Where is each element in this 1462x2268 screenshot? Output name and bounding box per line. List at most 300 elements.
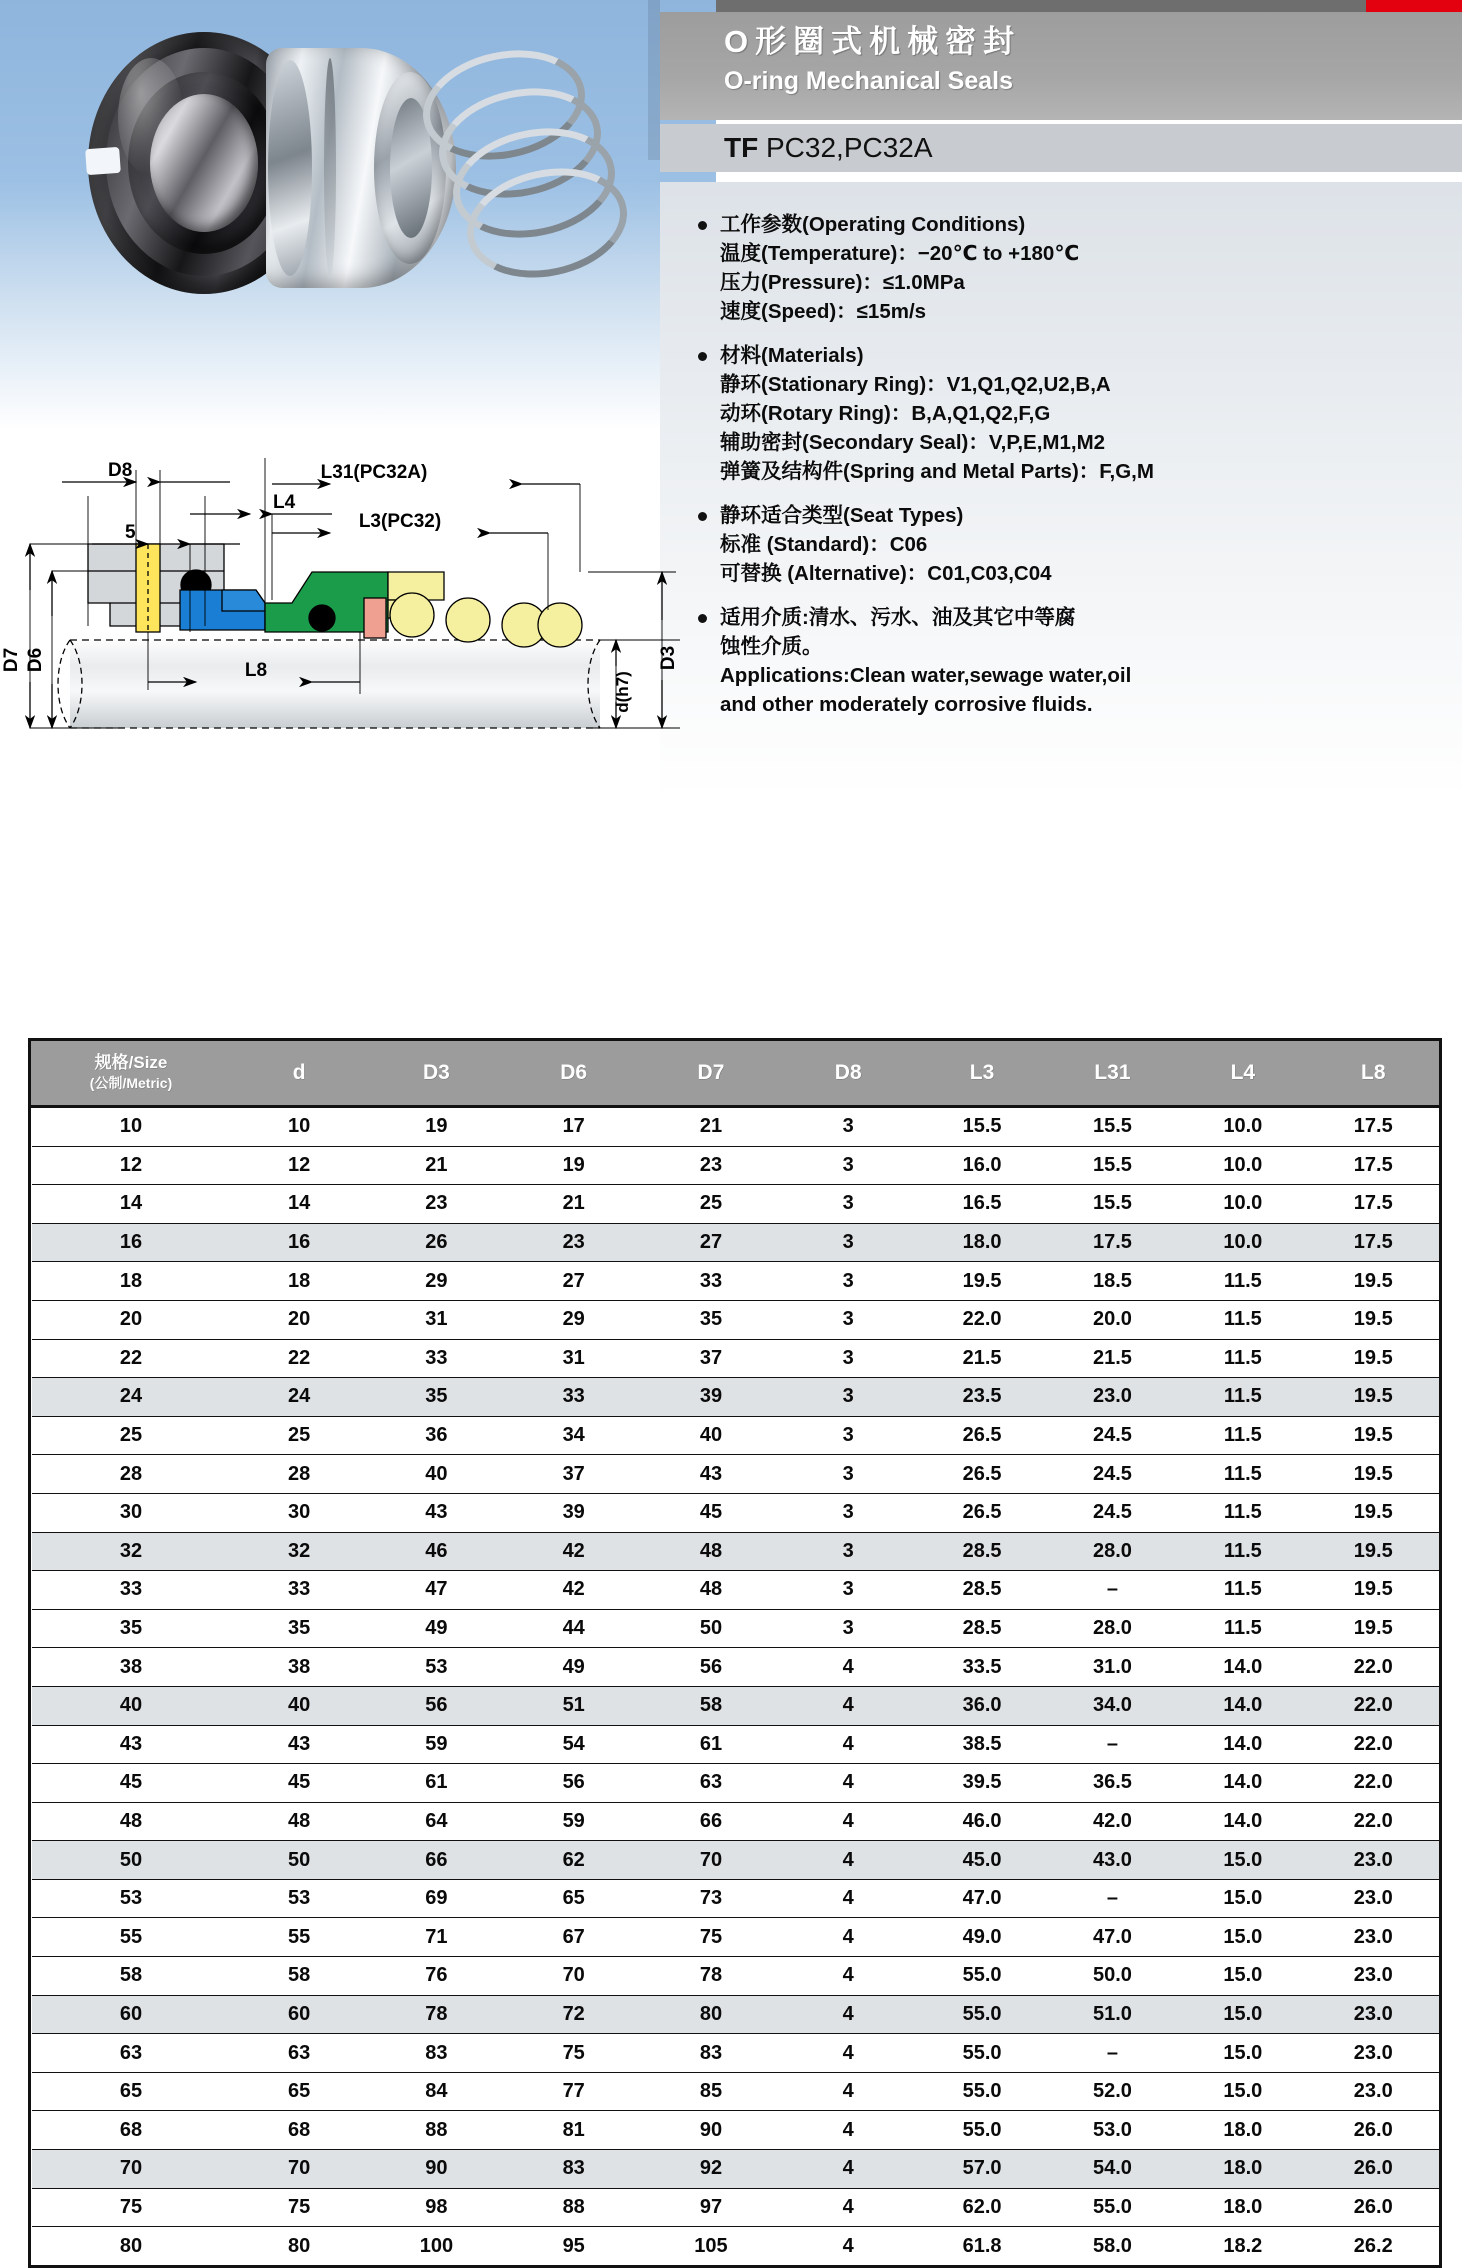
- table-cell-l4: 10.0: [1178, 1223, 1308, 1262]
- table-cell-l8: 17.5: [1308, 1146, 1438, 1185]
- table-cell-size: 63: [32, 2034, 231, 2073]
- cross-section-drawing: [0, 440, 700, 1000]
- table-cell-size: 38: [32, 1648, 231, 1687]
- table-cell-d3: 69: [368, 1879, 505, 1918]
- table-cell-d: 20: [231, 1300, 368, 1339]
- table-cell-d6: 88: [505, 2188, 642, 2227]
- table-cell-d7: 75: [642, 1918, 779, 1957]
- table-cell-d: 16: [231, 1223, 368, 1262]
- table-cell-l4: 11.5: [1178, 1339, 1308, 1378]
- table-cell-d: 70: [231, 2150, 368, 2189]
- table-cell-d3: 88: [368, 2111, 505, 2150]
- table-cell-d: 65: [231, 2072, 368, 2111]
- table-cell-size: 45: [32, 1764, 231, 1803]
- spec-group-operating-conditions: [694, 210, 1436, 326]
- table-cell-l4: 15.0: [1178, 1879, 1308, 1918]
- table-cell-d8: 4: [780, 1764, 917, 1803]
- table-cell-d3: 43: [368, 1493, 505, 1532]
- table-cell-d8: 4: [780, 2034, 917, 2073]
- table-cell-d8: 4: [780, 2111, 917, 2150]
- table-cell-l3: 28.5: [917, 1571, 1047, 1610]
- table-cell-l4: 18.0: [1178, 2111, 1308, 2150]
- spring-coil-section: [446, 598, 490, 642]
- table-cell-d6: 70: [505, 1957, 642, 1996]
- table-cell-size: 48: [32, 1802, 231, 1841]
- table-row: [32, 2150, 1439, 2189]
- table-cell-size: 50: [32, 1841, 231, 1880]
- table-cell-d3: 26: [368, 1223, 505, 1262]
- table-cell-d6: 72: [505, 1995, 642, 2034]
- spec-group-materials: [694, 341, 1436, 486]
- push-washer: [364, 598, 386, 638]
- model-code-list: PC32,PC32A: [758, 132, 933, 163]
- table-row: [32, 1300, 1439, 1339]
- table-row: [32, 1416, 1439, 1455]
- table-cell-l8: 23.0: [1308, 1879, 1438, 1918]
- table-cell-d7: 39: [642, 1378, 779, 1417]
- table-cell-l8: 22.0: [1308, 1725, 1438, 1764]
- table-cell-l8: 19.5: [1308, 1571, 1438, 1610]
- table-cell-size: 70: [32, 2150, 231, 2189]
- table-cell-l31: 15.5: [1047, 1107, 1177, 1147]
- table-cell-d: 22: [231, 1339, 368, 1378]
- table-cell-l8: 23.0: [1308, 1995, 1438, 2034]
- table-cell-l8: 26.2: [1308, 2227, 1438, 2265]
- table-cell-d: 58: [231, 1957, 368, 1996]
- spec-line-spring-metal-parts: 弹簧及结构件(Spring and Metal Parts)：F,G,M: [720, 460, 1154, 483]
- table-cell-l3: 49.0: [917, 1918, 1047, 1957]
- table-cell-l31: 51.0: [1047, 1995, 1177, 2034]
- table-cell-d8: 3: [780, 1262, 917, 1301]
- column-header-size-sublabel: (公制/Metric): [89, 1075, 173, 1091]
- table-cell-d: 55: [231, 1918, 368, 1957]
- table-row: [32, 2188, 1439, 2227]
- table-cell-d8: 4: [780, 1802, 917, 1841]
- table-cell-l31: 43.0: [1047, 1841, 1177, 1880]
- spec-heading: 适用介质:清水、污水、油及其它中等腐: [720, 606, 1076, 629]
- table-cell-d3: 76: [368, 1957, 505, 1996]
- table-cell-d3: 40: [368, 1455, 505, 1494]
- table-cell-d3: 46: [368, 1532, 505, 1571]
- table-cell-l31: 24.5: [1047, 1455, 1177, 1494]
- table-cell-l4: 11.5: [1178, 1300, 1308, 1339]
- table-cell-d3: 84: [368, 2072, 505, 2111]
- table-cell-size: 60: [32, 1995, 231, 2034]
- table-cell-d6: 42: [505, 1532, 642, 1571]
- table-row: [32, 1339, 1439, 1378]
- table-cell-d3: 21: [368, 1146, 505, 1185]
- table-cell-d: 75: [231, 2188, 368, 2227]
- table-cell-size: 55: [32, 1918, 231, 1957]
- table-cell-size: 35: [32, 1609, 231, 1648]
- table-row: [32, 1107, 1439, 1147]
- spec-line-applications-en-1: Applications:Clean water,sewage water,oil: [720, 664, 1132, 687]
- table-cell-d8: 4: [780, 1686, 917, 1725]
- table-cell-size: 58: [32, 1957, 231, 1996]
- spec-group-applications: [694, 603, 1436, 719]
- label-l4: L4: [273, 492, 296, 513]
- table-cell-l4: 15.0: [1178, 2072, 1308, 2111]
- table-cell-d: 80: [231, 2227, 368, 2265]
- product-photo: [16, 14, 700, 428]
- product-title-english: O-ring Mechanical Seals: [724, 67, 1013, 95]
- table-cell-d8: 3: [780, 1378, 917, 1417]
- label-l3: L3(PC32): [358, 511, 442, 532]
- table-cell-d3: 49: [368, 1609, 505, 1648]
- table-cell-l8: 17.5: [1308, 1185, 1438, 1224]
- table-cell-l8: 17.5: [1308, 1223, 1438, 1262]
- table-cell-l8: 22.0: [1308, 1764, 1438, 1803]
- table-row: [32, 2034, 1439, 2073]
- table-cell-l4: 10.0: [1178, 1146, 1308, 1185]
- table-cell-d: 30: [231, 1493, 368, 1532]
- table-cell-d: 45: [231, 1764, 368, 1803]
- table-cell-d: 12: [231, 1146, 368, 1185]
- table-cell-l8: 17.5: [1308, 1107, 1438, 1147]
- table-cell-d3: 61: [368, 1764, 505, 1803]
- table-cell-l31: 54.0: [1047, 2150, 1177, 2189]
- table-cell-l3: 23.5: [917, 1378, 1047, 1417]
- table-cell-d: 32: [231, 1532, 368, 1571]
- table-cell-l3: 45.0: [917, 1841, 1047, 1880]
- table-cell-l31: 55.0: [1047, 2188, 1177, 2227]
- table-cell-l8: 23.0: [1308, 2072, 1438, 2111]
- table-cell-l31: –: [1047, 1879, 1177, 1918]
- table-row: [32, 1725, 1439, 1764]
- table-cell-l4: 11.5: [1178, 1262, 1308, 1301]
- table-cell-l8: 22.0: [1308, 1802, 1438, 1841]
- table-cell-d8: 3: [780, 1223, 917, 1262]
- table-row: [32, 1686, 1439, 1725]
- spec-line-temperature: 温度(Temperature)：−20℃ to +180℃: [720, 242, 1080, 265]
- table-cell-d: 38: [231, 1648, 368, 1687]
- table-cell-d3: 47: [368, 1571, 505, 1610]
- table-cell-d8: 4: [780, 1648, 917, 1687]
- top-band-gray-segment: [716, 0, 1366, 12]
- table-cell-d3: 98: [368, 2188, 505, 2227]
- table-cell-l31: –: [1047, 1571, 1177, 1610]
- table-cell-l4: 10.0: [1178, 1185, 1308, 1224]
- table-cell-d: 35: [231, 1609, 368, 1648]
- seal-highlight: [118, 58, 184, 176]
- table-cell-l8: 22.0: [1308, 1648, 1438, 1687]
- table-cell-d8: 3: [780, 1339, 917, 1378]
- table-cell-l31: 28.0: [1047, 1609, 1177, 1648]
- table-cell-d7: 43: [642, 1455, 779, 1494]
- table-cell-size: 32: [32, 1532, 231, 1571]
- table-cell-d7: 83: [642, 2034, 779, 2073]
- model-brand-prefix: TF: [724, 132, 759, 163]
- table-cell-size: 53: [32, 1879, 231, 1918]
- label-d6: D6: [25, 647, 46, 673]
- table-row: [32, 1648, 1439, 1687]
- table-cell-d3: 78: [368, 1995, 505, 2034]
- table-row: [32, 1185, 1439, 1224]
- shaft-body: [58, 640, 600, 728]
- table-cell-l3: 22.0: [917, 1300, 1047, 1339]
- model-code-bar: [660, 124, 1462, 172]
- table-cell-d8: 4: [780, 1841, 917, 1880]
- spec-line-rotary-ring: 动环(Rotary Ring)：B,A,Q1,Q2,F,G: [720, 402, 1051, 425]
- table-cell-l4: 15.0: [1178, 1995, 1308, 2034]
- label-d7: D7: [1, 647, 22, 673]
- table-cell-d7: 56: [642, 1648, 779, 1687]
- spec-line-secondary-seal: 辅助密封(Secondary Seal)：V,P,E,M1,M2: [720, 431, 1106, 454]
- table-cell-d8: 3: [780, 1107, 917, 1147]
- table-cell-d3: 29: [368, 1262, 505, 1301]
- seal-notch: [85, 147, 121, 175]
- table-cell-l4: 11.5: [1178, 1416, 1308, 1455]
- table-cell-size: 25: [32, 1416, 231, 1455]
- spec-line-standard-seat: 标准 (Standard)：C06: [720, 533, 928, 556]
- table-cell-l31: 31.0: [1047, 1648, 1177, 1687]
- table-cell-l8: 22.0: [1308, 1686, 1438, 1725]
- table-cell-l3: 33.5: [917, 1648, 1047, 1687]
- table-cell-l4: 14.0: [1178, 1686, 1308, 1725]
- table-cell-d7: 61: [642, 1725, 779, 1764]
- table-cell-d7: 97: [642, 2188, 779, 2227]
- table-cell-d: 63: [231, 2034, 368, 2073]
- column-header-l4: L4: [1178, 1041, 1308, 1107]
- table-cell-l3: 62.0: [917, 2188, 1047, 2227]
- table-header-row: [32, 1041, 1439, 1107]
- table-cell-d3: 53: [368, 1648, 505, 1687]
- table-cell-d: 43: [231, 1725, 368, 1764]
- table-cell-d: 33: [231, 1571, 368, 1610]
- table-cell-d8: 4: [780, 2188, 917, 2227]
- dimension-table: [31, 1041, 1439, 2265]
- table-cell-l8: 19.5: [1308, 1609, 1438, 1648]
- table-cell-l3: 55.0: [917, 2072, 1047, 2111]
- table-cell-d: 50: [231, 1841, 368, 1880]
- table-cell-l31: 36.5: [1047, 1764, 1177, 1803]
- column-header-d7: D7: [642, 1041, 779, 1107]
- table-cell-l4: 15.0: [1178, 2034, 1308, 2073]
- table-cell-d3: 56: [368, 1686, 505, 1725]
- table-cell-l3: 47.0: [917, 1879, 1047, 1918]
- table-cell-l4: 14.0: [1178, 1802, 1308, 1841]
- table-cell-d3: 36: [368, 1416, 505, 1455]
- label-dh7: d(h7): [613, 671, 632, 713]
- table-cell-l31: 28.0: [1047, 1532, 1177, 1571]
- spec-heading: 材料(Materials): [720, 344, 864, 367]
- table-cell-d6: 21: [505, 1185, 642, 1224]
- table-cell-d3: 35: [368, 1378, 505, 1417]
- table-cell-d7: 85: [642, 2072, 779, 2111]
- table-cell-d6: 75: [505, 2034, 642, 2073]
- table-cell-l8: 23.0: [1308, 1918, 1438, 1957]
- table-cell-l31: 18.5: [1047, 1262, 1177, 1301]
- table-cell-l4: 15.0: [1178, 1841, 1308, 1880]
- table-cell-d: 28: [231, 1455, 368, 1494]
- table-cell-d6: 44: [505, 1609, 642, 1648]
- label-l8: L8: [244, 660, 268, 681]
- header-edge-shadow: [648, 0, 660, 160]
- table-cell-l31: 15.5: [1047, 1146, 1177, 1185]
- table-cell-d8: 3: [780, 1146, 917, 1185]
- table-cell-l31: 53.0: [1047, 2111, 1177, 2150]
- top-band-red-segment: [1366, 0, 1462, 12]
- table-cell-size: 16: [32, 1223, 231, 1262]
- table-cell-d7: 73: [642, 1879, 779, 1918]
- table-cell-d7: 45: [642, 1493, 779, 1532]
- dimension-table-container: [28, 1038, 1442, 2268]
- table-cell-l8: 23.0: [1308, 1841, 1438, 1880]
- table-cell-d7: 80: [642, 1995, 779, 2034]
- table-cell-l31: 24.5: [1047, 1493, 1177, 1532]
- specifications-panel: [660, 182, 1462, 797]
- spec-line-speed: 速度(Speed)：≤15m/s: [720, 300, 927, 323]
- table-row: [32, 2111, 1439, 2150]
- column-header-d6: D6: [505, 1041, 642, 1107]
- table-cell-size: 10: [32, 1107, 231, 1147]
- table-row: [32, 1802, 1439, 1841]
- table-cell-d8: 4: [780, 1918, 917, 1957]
- table-cell-d3: 59: [368, 1725, 505, 1764]
- table-cell-l31: 50.0: [1047, 1957, 1177, 1996]
- table-cell-d3: 83: [368, 2034, 505, 2073]
- table-cell-l4: 11.5: [1178, 1532, 1308, 1571]
- table-cell-l4: 14.0: [1178, 1648, 1308, 1687]
- table-cell-l3: 55.0: [917, 1957, 1047, 1996]
- table-cell-d6: 27: [505, 1262, 642, 1301]
- table-cell-l3: 15.5: [917, 1107, 1047, 1147]
- table-cell-d6: 81: [505, 2111, 642, 2150]
- table-cell-l3: 36.0: [917, 1686, 1047, 1725]
- table-cell-l8: 19.5: [1308, 1493, 1438, 1532]
- table-cell-l3: 55.0: [917, 2111, 1047, 2150]
- table-cell-l8: 19.5: [1308, 1532, 1438, 1571]
- table-cell-d7: 25: [642, 1185, 779, 1224]
- table-cell-l4: 11.5: [1178, 1609, 1308, 1648]
- table-cell-d3: 64: [368, 1802, 505, 1841]
- table-cell-l4: 18.0: [1178, 2150, 1308, 2189]
- table-cell-size: 40: [32, 1686, 231, 1725]
- table-cell-l3: 28.5: [917, 1532, 1047, 1571]
- table-cell-l4: 14.0: [1178, 1725, 1308, 1764]
- table-cell-l31: 42.0: [1047, 1802, 1177, 1841]
- table-cell-d: 24: [231, 1378, 368, 1417]
- spring-coil-section: [538, 603, 582, 647]
- table-cell-d3: 33: [368, 1339, 505, 1378]
- rotary-o-ring: [309, 605, 335, 631]
- table-cell-l31: 15.5: [1047, 1185, 1177, 1224]
- table-cell-size: 80: [32, 2227, 231, 2265]
- table-cell-l4: 11.5: [1178, 1378, 1308, 1417]
- table-row: [32, 1146, 1439, 1185]
- column-header-d: d: [231, 1041, 368, 1107]
- spec-line-applications-cn-2: 蚀性介质。: [720, 635, 823, 658]
- table-cell-size: 33: [32, 1571, 231, 1610]
- table-row: [32, 1764, 1439, 1803]
- table-cell-l3: 39.5: [917, 1764, 1047, 1803]
- table-cell-l8: 19.5: [1308, 1378, 1438, 1417]
- column-header-l3: L3: [917, 1041, 1047, 1107]
- table-cell-l4: 18.0: [1178, 2188, 1308, 2227]
- table-cell-l31: 34.0: [1047, 1686, 1177, 1725]
- table-cell-d6: 34: [505, 1416, 642, 1455]
- table-cell-l31: –: [1047, 1725, 1177, 1764]
- table-cell-l3: 16.0: [917, 1146, 1047, 1185]
- table-cell-d6: 39: [505, 1493, 642, 1532]
- table-cell-d3: 23: [368, 1185, 505, 1224]
- table-cell-d6: 42: [505, 1571, 642, 1610]
- table-cell-l31: 58.0: [1047, 2227, 1177, 2265]
- product-photo-panel: [0, 0, 716, 430]
- table-cell-d6: 59: [505, 1802, 642, 1841]
- table-cell-size: 28: [32, 1455, 231, 1494]
- label-l31: L31(PC32A): [320, 462, 428, 483]
- rotary-ring-front-face: [268, 60, 312, 276]
- table-cell-l3: 57.0: [917, 2150, 1047, 2189]
- table-cell-d7: 90: [642, 2111, 779, 2150]
- table-cell-d8: 4: [780, 1725, 917, 1764]
- table-row: [32, 1918, 1439, 1957]
- spec-line-alternative-seat: 可替换 (Alternative)：C01,C03,C04: [720, 562, 1052, 585]
- table-cell-d6: 77: [505, 2072, 642, 2111]
- table-cell-d: 14: [231, 1185, 368, 1224]
- table-cell-l4: 11.5: [1178, 1455, 1308, 1494]
- table-cell-d6: 23: [505, 1223, 642, 1262]
- table-cell-d8: 4: [780, 1957, 917, 1996]
- table-cell-l8: 26.0: [1308, 2150, 1438, 2189]
- column-header-l31: L31: [1047, 1041, 1177, 1107]
- table-cell-d8: 3: [780, 1455, 917, 1494]
- table-cell-d6: 31: [505, 1339, 642, 1378]
- table-cell-d6: 17: [505, 1107, 642, 1147]
- table-cell-d: 25: [231, 1416, 368, 1455]
- table-cell-l4: 11.5: [1178, 1493, 1308, 1532]
- table-cell-d7: 37: [642, 1339, 779, 1378]
- spring-coil-section: [390, 593, 434, 637]
- table-cell-l8: 26.0: [1308, 2188, 1438, 2227]
- table-row: [32, 1995, 1439, 2034]
- table-cell-d3: 19: [368, 1107, 505, 1147]
- table-cell-l31: 23.0: [1047, 1378, 1177, 1417]
- table-cell-d: 48: [231, 1802, 368, 1841]
- table-cell-d6: 51: [505, 1686, 642, 1725]
- table-cell-l8: 19.5: [1308, 1300, 1438, 1339]
- table-row: [32, 1609, 1439, 1648]
- table-cell-l3: 61.8: [917, 2227, 1047, 2265]
- table-row: [32, 1455, 1439, 1494]
- table-cell-l3: 38.5: [917, 1725, 1047, 1764]
- table-cell-l3: 19.5: [917, 1262, 1047, 1301]
- table-cell-d8: 4: [780, 1879, 917, 1918]
- table-cell-d7: 105: [642, 2227, 779, 2265]
- table-cell-l31: 52.0: [1047, 2072, 1177, 2111]
- table-row: [32, 1841, 1439, 1880]
- table-cell-d8: 3: [780, 1300, 917, 1339]
- table-cell-l31: 21.5: [1047, 1339, 1177, 1378]
- table-cell-l3: 26.5: [917, 1493, 1047, 1532]
- table-cell-d6: 37: [505, 1455, 642, 1494]
- spec-line-stationary-ring: 静环(Stationary Ring)：V1,Q1,Q2,U2,B,A: [720, 373, 1111, 396]
- table-cell-l3: 18.0: [917, 1223, 1047, 1262]
- table-cell-l4: 14.0: [1178, 1764, 1308, 1803]
- table-cell-size: 22: [32, 1339, 231, 1378]
- table-cell-l8: 23.0: [1308, 1957, 1438, 1996]
- table-cell-l8: 19.5: [1308, 1262, 1438, 1301]
- table-cell-d7: 21: [642, 1107, 779, 1147]
- coil-spring-photo: [416, 44, 622, 290]
- table-cell-size: 20: [32, 1300, 231, 1339]
- product-title-banner: [660, 12, 1462, 120]
- table-cell-d7: 48: [642, 1532, 779, 1571]
- table-cell-d7: 66: [642, 1802, 779, 1841]
- table-cell-d8: 3: [780, 1493, 917, 1532]
- table-cell-d6: 49: [505, 1648, 642, 1687]
